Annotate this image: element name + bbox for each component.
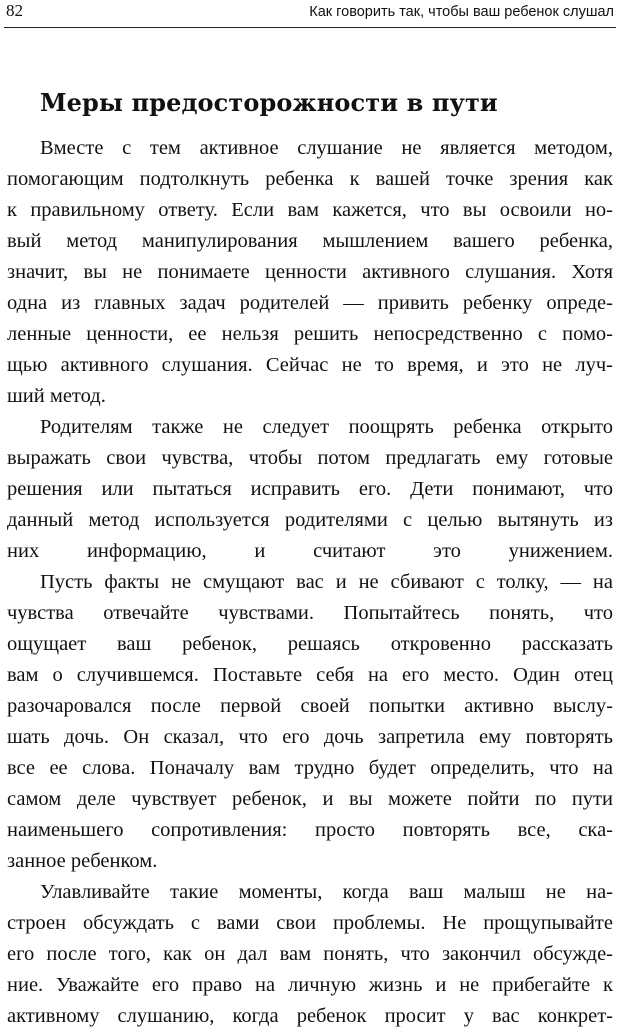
text-line: все ее слова. Поначалу вам трудно будет определить, что на xyxy=(7,757,613,779)
text-line: Улавливайте такие моменты, когда ваш малыш не на- xyxy=(40,881,613,903)
text-line: щью активного слушания. Сейчас не то время, и это не луч- xyxy=(7,354,613,376)
text-line: занное ребенком. xyxy=(7,850,158,872)
body-text xyxy=(7,133,613,1032)
text-line: ние. Уважайте его право на личную жизнь и не прибегайте к xyxy=(7,974,613,996)
text-line: активному слушанию, когда ребенок просит у вас конкрет- xyxy=(7,1005,613,1027)
text-line: строен обсуждать с вами свои проблемы. Не прощупывайте xyxy=(7,912,613,934)
text-line: ощущает ваш ребенок, решаясь откровенно рассказать xyxy=(7,633,613,655)
text-line: Родителям также не следует поощрять ребенка открыто xyxy=(40,416,613,438)
text-line: решения или пытаться исправить его. Дети понимают, что xyxy=(7,478,613,500)
header-rule xyxy=(4,27,616,28)
text-line: значит, вы не понимаете ценности активного слушания. Хотя xyxy=(7,261,613,283)
text-line: наименьшего сопротивления: просто повторять все, ска- xyxy=(7,819,613,841)
text-line: ленные ценности, ее нельзя решить непосредственно с помо- xyxy=(7,323,613,345)
text-line: вый метод манипулирования мышлением вашего ребенка, xyxy=(7,230,613,252)
text-line: Пусть факты не смущают вас и не сбивают с толку, — на xyxy=(40,571,613,593)
text-line: них информацию, и считают это унижением. xyxy=(7,540,613,562)
text-line: Вместе с тем активное слушание не является методом, xyxy=(40,137,613,159)
text-line: разочаровался после первой своей попытки активно выслу- xyxy=(7,695,613,717)
text-line: к правильному ответу. Если вам кажется, что вы освоили но- xyxy=(7,199,613,221)
text-line: ший метод. xyxy=(7,385,106,407)
text-line: его после того, как он дал вам понять, что закончил обсужде- xyxy=(7,943,613,965)
text-line: помогающим подтолкнуть ребенка к вашей точке зрения как xyxy=(7,168,613,190)
page-number: 82 xyxy=(6,1,23,20)
running-book-title: Как говорить так, чтобы ваш ребенок слушал xyxy=(309,4,614,20)
running-header xyxy=(6,1,614,25)
text-line: самом деле чувствует ребенок, и вы можете пойти по пути xyxy=(7,788,613,810)
text-line: данный метод используется родителями с целью вытянуть из xyxy=(7,509,613,531)
text-line: чувства отвечайте чувствами. Попытайтесь понять, что xyxy=(7,602,613,624)
text-line: шать дочь. Он сказал, что его дочь запретила ему повторять xyxy=(7,726,613,748)
text-line: вам о случившемся. Поставьте себя на его место. Один отец xyxy=(7,664,613,686)
section-title: Меры предосторожности в пути xyxy=(40,88,498,117)
text-line: одна из главных задач родителей — привить ребенку опреде- xyxy=(7,292,613,314)
text-line: выражать свои чувства, чтобы потом предлагать ему готовые xyxy=(7,447,613,469)
